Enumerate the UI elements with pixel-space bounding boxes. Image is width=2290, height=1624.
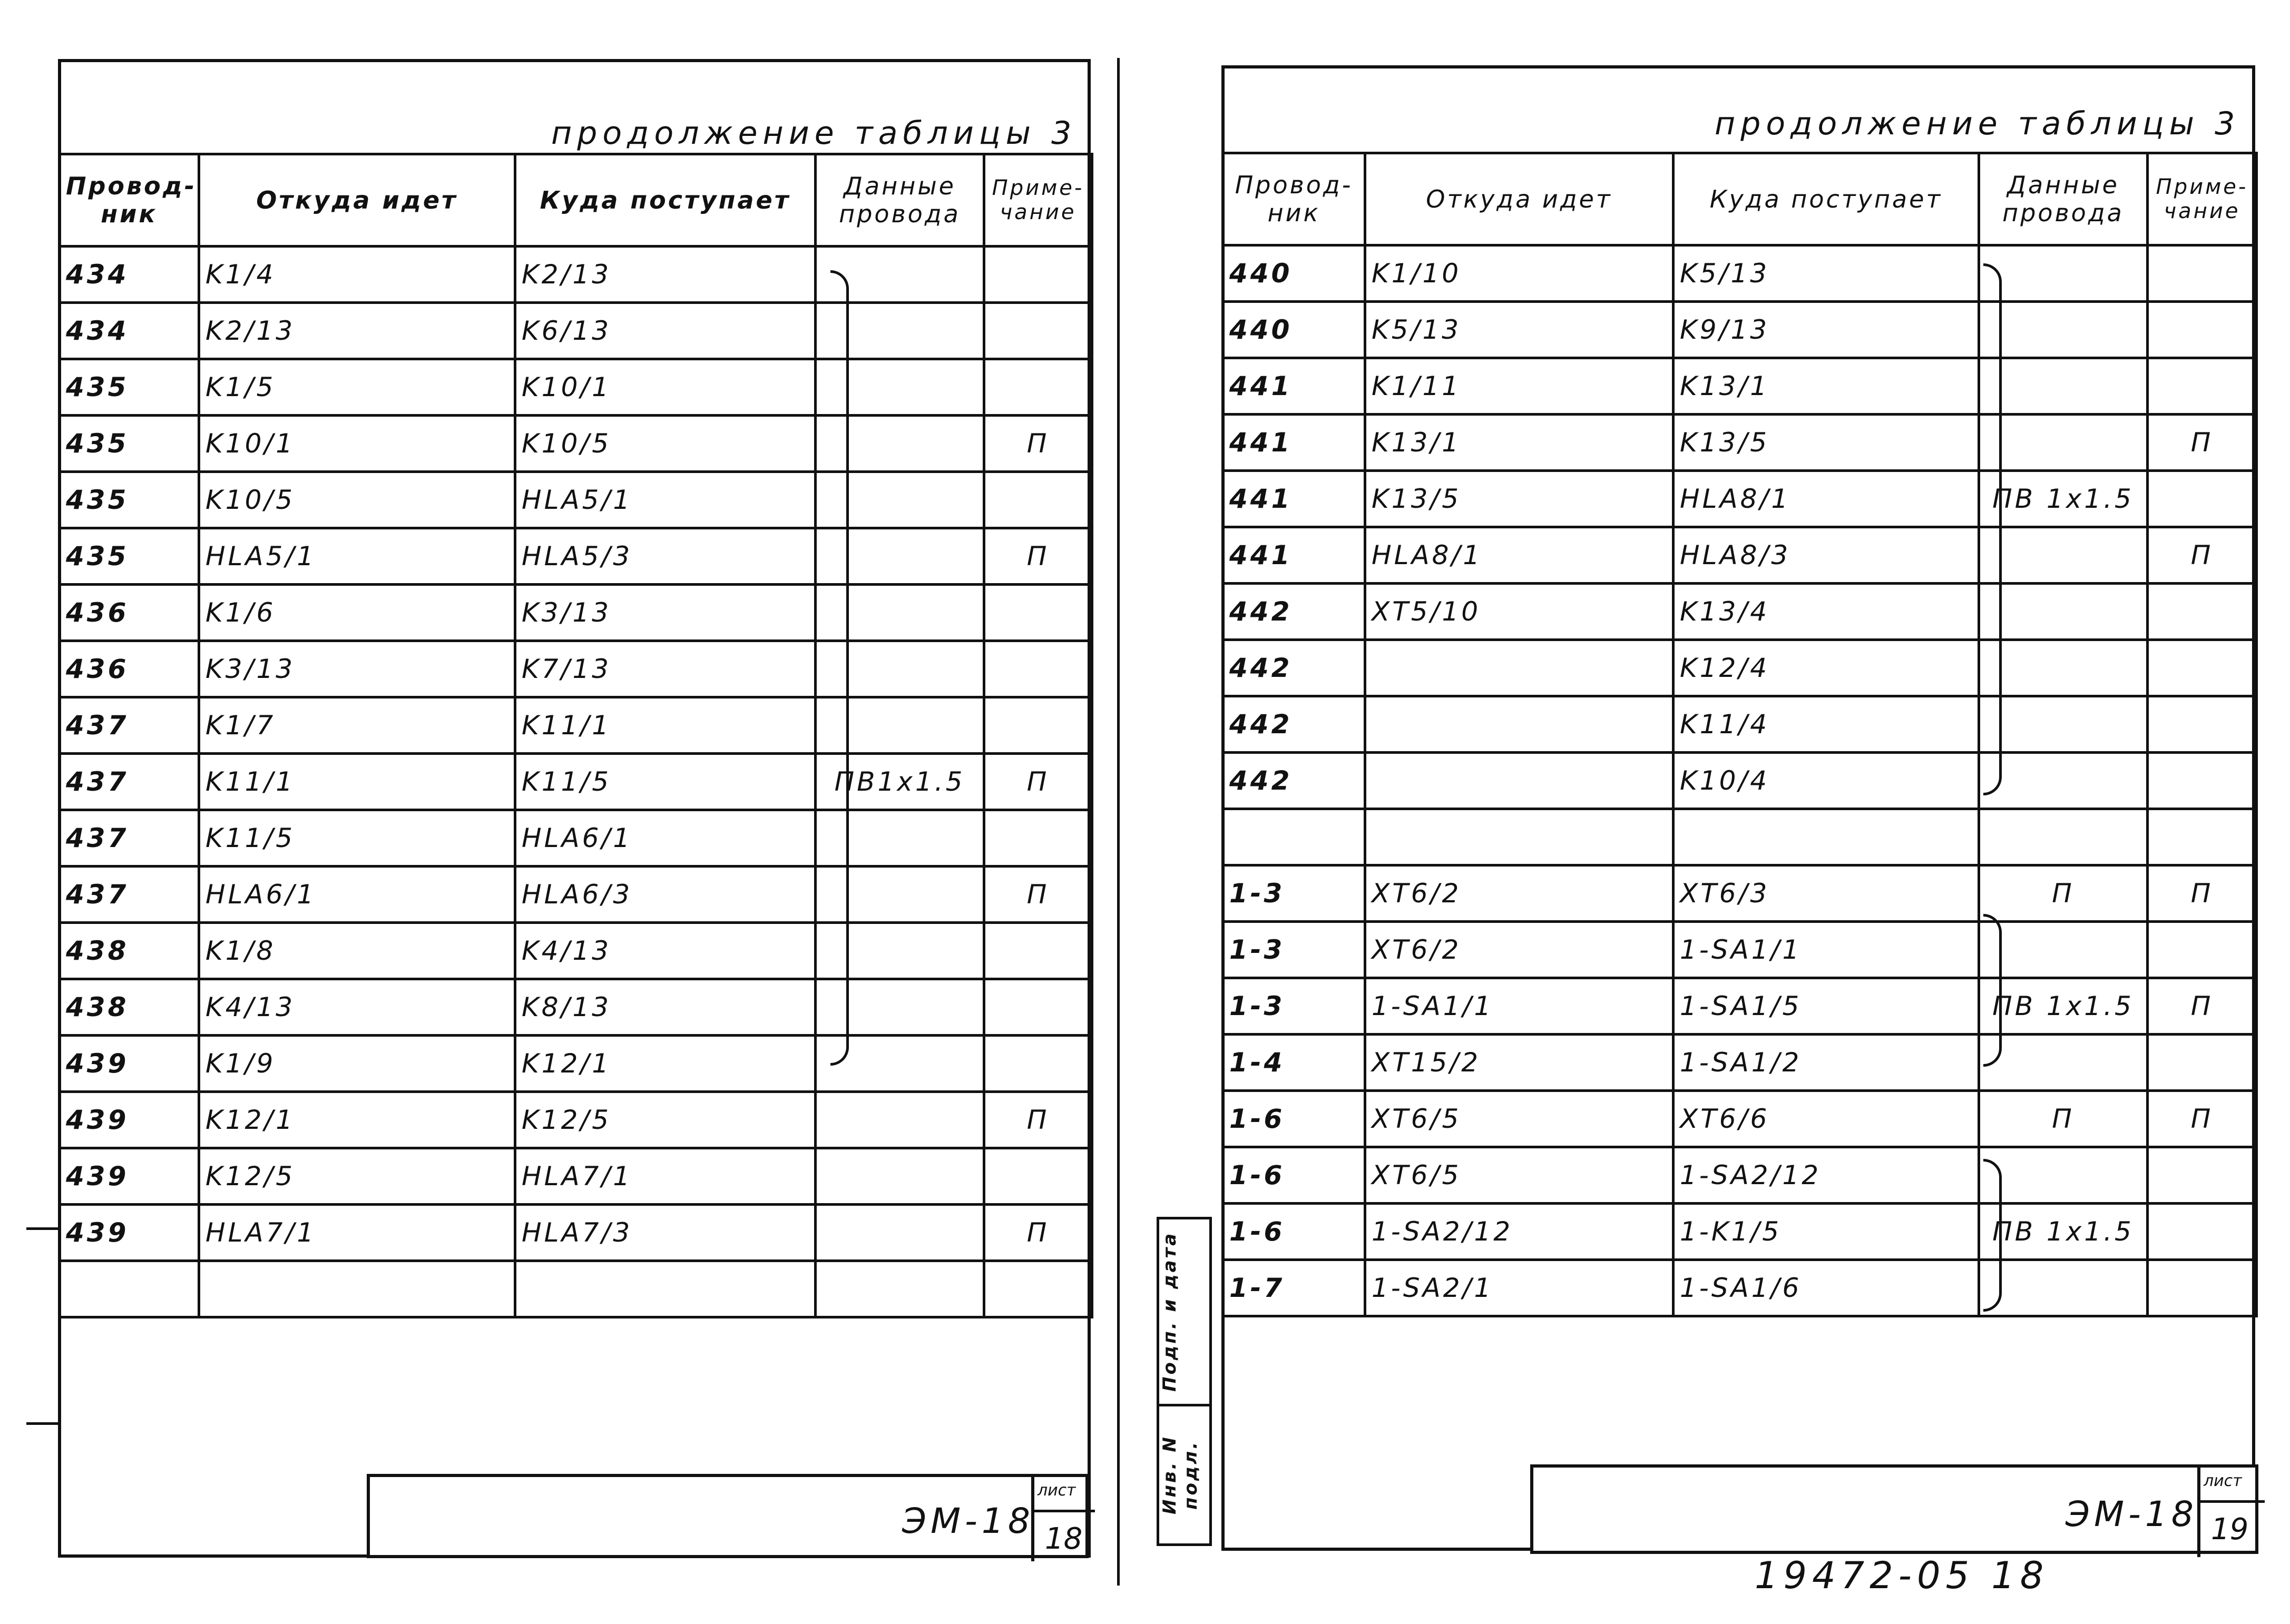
data-cell	[1979, 640, 2148, 696]
table-row	[1223, 471, 2257, 527]
to-cell: HLA6/1	[515, 810, 816, 867]
sheet-label: лист	[1038, 1481, 1076, 1500]
wire-cell	[60, 1261, 199, 1317]
grouping-brace	[1983, 914, 2002, 1067]
from-cell: HLA8/1	[1365, 527, 1674, 584]
table-row	[60, 528, 1092, 585]
data-cell: ПВ 1х1.5	[1979, 978, 2148, 1035]
grouping-brace	[1983, 263, 2002, 795]
table-row	[60, 416, 1092, 472]
table-row	[60, 1092, 1092, 1148]
table-row	[1223, 1204, 2257, 1260]
data-cell	[816, 1261, 984, 1317]
wire-cell: 1-3	[1223, 978, 1365, 1035]
note-cell	[984, 697, 1092, 754]
from-cell: K13/5	[1365, 471, 1674, 527]
note-cell: П	[984, 754, 1092, 810]
table-row	[1223, 978, 2257, 1035]
header-to: Куда поступает	[515, 154, 816, 247]
data-cell	[1979, 809, 2148, 865]
from-cell: XT15/2	[1365, 1035, 1674, 1091]
table-row	[1223, 922, 2257, 978]
note-cell: П	[2148, 1091, 2257, 1147]
inventory-number-box: Инв. N подл.	[1157, 1404, 1212, 1546]
data-cell: ПВ 1х1.5	[1979, 471, 2148, 527]
wire-table	[58, 153, 1093, 1318]
note-cell	[2148, 1035, 2257, 1091]
wire-cell: 439	[60, 1205, 199, 1261]
table-row	[1223, 302, 2257, 358]
wire-cell: 440	[1223, 302, 1365, 358]
to-cell: XT6/6	[1674, 1091, 1979, 1147]
archive-number: 19472-05 18	[1755, 1554, 2049, 1597]
to-cell: K8/13	[515, 979, 816, 1036]
table-row	[60, 585, 1092, 641]
page-divider	[1117, 58, 1120, 1586]
from-cell: XT6/2	[1365, 865, 1674, 922]
wire-cell: 434	[60, 247, 199, 303]
from-cell: K10/5	[199, 472, 515, 528]
table-row	[1223, 753, 2257, 809]
note-cell: П	[984, 528, 1092, 585]
note-cell: П	[2148, 527, 2257, 584]
table-row	[60, 754, 1092, 810]
data-cell	[1979, 245, 2148, 302]
wire-table	[1221, 152, 2258, 1317]
note-cell: П	[2148, 978, 2257, 1035]
note-cell	[2148, 696, 2257, 753]
note-cell	[2148, 809, 2257, 865]
from-cell	[1365, 753, 1674, 809]
note-cell	[2148, 584, 2257, 640]
note-cell	[984, 472, 1092, 528]
to-cell: K3/13	[515, 585, 816, 641]
table-row	[60, 810, 1092, 867]
table-row	[1223, 584, 2257, 640]
to-cell: 1-K1/5	[1674, 1204, 1979, 1260]
note-cell	[2148, 1147, 2257, 1204]
data-cell	[816, 1092, 984, 1148]
to-cell: K10/1	[515, 359, 816, 416]
note-cell	[2148, 302, 2257, 358]
to-cell: XT6/3	[1674, 865, 1979, 922]
from-cell: 1-SA2/12	[1365, 1204, 1674, 1260]
table-row	[60, 1205, 1092, 1261]
table-row	[1223, 640, 2257, 696]
note-cell: П	[984, 416, 1092, 472]
wire-cell: 438	[60, 979, 199, 1036]
to-cell: K10/4	[1674, 753, 1979, 809]
data-cell	[1979, 584, 2148, 640]
table-row	[1223, 527, 2257, 584]
table-row	[60, 697, 1092, 754]
table-row	[1223, 1091, 2257, 1147]
to-cell: K11/1	[515, 697, 816, 754]
data-cell	[1979, 358, 2148, 415]
from-cell: K1/4	[199, 247, 515, 303]
to-cell: HLA8/3	[1674, 527, 1979, 584]
note-cell	[984, 641, 1092, 697]
data-cell	[1979, 922, 2148, 978]
to-cell: HLA5/3	[515, 528, 816, 585]
table-header-row	[1223, 153, 2257, 245]
header-wire: Провод-ник	[1223, 153, 1365, 245]
wire-cell: 437	[60, 754, 199, 810]
from-cell: HLA5/1	[199, 528, 515, 585]
table-row	[60, 1148, 1092, 1205]
to-cell: K9/13	[1674, 302, 1979, 358]
note-cell	[984, 923, 1092, 979]
to-cell: K6/13	[515, 303, 816, 359]
from-cell: K11/1	[199, 754, 515, 810]
note-cell: П	[984, 1092, 1092, 1148]
to-cell: HLA7/3	[515, 1205, 816, 1261]
note-cell	[2148, 245, 2257, 302]
data-cell	[1979, 1035, 2148, 1091]
table-row	[60, 979, 1092, 1036]
from-cell	[1365, 640, 1674, 696]
from-cell: K1/10	[1365, 245, 1674, 302]
wire-cell: 1-3	[1223, 922, 1365, 978]
note-cell	[984, 1148, 1092, 1205]
note-cell	[2148, 1260, 2257, 1316]
note-cell	[984, 810, 1092, 867]
wire-cell: 437	[60, 810, 199, 867]
header-from: Откуда идет	[199, 154, 515, 247]
wire-cell: 437	[60, 697, 199, 754]
to-cell: K4/13	[515, 923, 816, 979]
wire-cell: 435	[60, 416, 199, 472]
sheet-box	[1031, 1477, 1092, 1561]
from-cell: K1/7	[199, 697, 515, 754]
header-from: Откуда идет	[1365, 153, 1674, 245]
to-cell: K11/4	[1674, 696, 1979, 753]
table-row	[60, 641, 1092, 697]
table-row	[1223, 358, 2257, 415]
data-cell	[1979, 696, 2148, 753]
data-cell	[1979, 415, 2148, 471]
header-data: Данные провода	[1979, 153, 2148, 245]
data-cell	[1979, 302, 2148, 358]
from-cell: K1/11	[1365, 358, 1674, 415]
from-cell	[1365, 809, 1674, 865]
from-cell: 1-SA1/1	[1365, 978, 1674, 1035]
table-row	[1223, 865, 2257, 922]
from-cell: XT6/5	[1365, 1147, 1674, 1204]
to-cell: K5/13	[1674, 245, 1979, 302]
wire-cell	[1223, 809, 1365, 865]
header-data: Данные провода	[816, 154, 984, 247]
wire-cell: 1-6	[1223, 1147, 1365, 1204]
to-cell: K7/13	[515, 641, 816, 697]
from-cell: K13/1	[1365, 415, 1674, 471]
data-cell: ПВ 1х1.5	[1979, 1204, 2148, 1260]
wire-cell: 442	[1223, 584, 1365, 640]
to-cell: K2/13	[515, 247, 816, 303]
table-row	[60, 923, 1092, 979]
from-cell	[199, 1261, 515, 1317]
wire-cell: 442	[1223, 753, 1365, 809]
table-row	[60, 247, 1092, 303]
to-cell: HLA8/1	[1674, 471, 1979, 527]
from-cell	[1365, 696, 1674, 753]
margin-tick	[26, 1227, 58, 1230]
from-cell: XT6/2	[1365, 922, 1674, 978]
from-cell: XT5/10	[1365, 584, 1674, 640]
from-cell: HLA6/1	[199, 867, 515, 923]
note-cell	[984, 979, 1092, 1036]
to-cell: K12/4	[1674, 640, 1979, 696]
to-cell: HLA6/3	[515, 867, 816, 923]
wire-cell: 436	[60, 641, 199, 697]
continuation-title: продолжение таблицы 3	[551, 115, 1077, 152]
sheet-number: 18	[1045, 1522, 1083, 1556]
table-row	[1223, 1147, 2257, 1204]
grouping-brace	[830, 270, 849, 1066]
to-cell: HLA5/1	[515, 472, 816, 528]
from-cell: K5/13	[1365, 302, 1674, 358]
from-cell: K4/13	[199, 979, 515, 1036]
grouping-brace	[1983, 1159, 2002, 1312]
header-note: Приме-чание	[984, 154, 1092, 247]
to-cell: 1-SA1/5	[1674, 978, 1979, 1035]
data-cell: ПВ1х1.5	[816, 754, 984, 810]
sheet-box	[2197, 1468, 2262, 1557]
table-row	[1223, 415, 2257, 471]
to-cell: K10/5	[515, 416, 816, 472]
table-row	[60, 867, 1092, 923]
to-cell: 1-SA1/6	[1674, 1260, 1979, 1316]
data-cell	[1979, 1147, 2148, 1204]
note-cell: П	[2148, 865, 2257, 922]
table-row	[60, 359, 1092, 416]
wire-cell: 435	[60, 472, 199, 528]
to-cell: K13/1	[1674, 358, 1979, 415]
margin-tick	[26, 1422, 58, 1425]
wire-cell: 1-7	[1223, 1260, 1365, 1316]
table-row	[60, 303, 1092, 359]
header-note: Приме-чание	[2148, 153, 2257, 245]
note-cell	[2148, 922, 2257, 978]
wire-cell: 434	[60, 303, 199, 359]
note-cell	[984, 303, 1092, 359]
wire-cell: 439	[60, 1092, 199, 1148]
sheet-label: лист	[2204, 1472, 2242, 1490]
wire-cell: 441	[1223, 415, 1365, 471]
header-wire: Провод-ник	[60, 154, 199, 247]
from-cell: K1/9	[199, 1036, 515, 1092]
from-cell: K3/13	[199, 641, 515, 697]
wire-cell: 436	[60, 585, 199, 641]
wire-cell: 441	[1223, 471, 1365, 527]
to-cell: K11/5	[515, 754, 816, 810]
title-block	[367, 1474, 1089, 1558]
data-cell	[816, 1205, 984, 1261]
wire-cell: 438	[60, 923, 199, 979]
note-cell	[984, 1261, 1092, 1317]
table-header-row	[60, 154, 1092, 247]
note-cell	[2148, 358, 2257, 415]
wire-cell: 441	[1223, 527, 1365, 584]
data-cell	[1979, 1260, 2148, 1316]
note-cell	[984, 585, 1092, 641]
wire-cell: 1-6	[1223, 1091, 1365, 1147]
from-cell: XT6/5	[1365, 1091, 1674, 1147]
from-cell: K2/13	[199, 303, 515, 359]
note-cell	[2148, 1204, 2257, 1260]
title-block	[1530, 1464, 2258, 1554]
wire-cell: 442	[1223, 640, 1365, 696]
to-cell: 1-SA1/1	[1674, 922, 1979, 978]
table-row	[1223, 1260, 2257, 1316]
table-row	[60, 472, 1092, 528]
data-cell: П	[1979, 865, 2148, 922]
data-cell	[816, 1148, 984, 1205]
table-row	[60, 1261, 1092, 1317]
from-cell: K10/1	[199, 416, 515, 472]
data-cell	[1979, 753, 2148, 809]
table-row	[1223, 809, 2257, 865]
continuation-title: продолжение таблицы 3	[1715, 105, 2240, 142]
from-cell: K1/8	[199, 923, 515, 979]
note-cell: П	[2148, 415, 2257, 471]
note-cell	[2148, 471, 2257, 527]
to-cell: K13/4	[1674, 584, 1979, 640]
table-row	[1223, 245, 2257, 302]
wire-cell: 439	[60, 1036, 199, 1092]
table-row	[1223, 1035, 2257, 1091]
wire-cell: 435	[60, 528, 199, 585]
wire-cell: 439	[60, 1148, 199, 1205]
from-cell: K1/5	[199, 359, 515, 416]
wire-cell: 441	[1223, 358, 1365, 415]
from-cell: 1-SA2/1	[1365, 1260, 1674, 1316]
wire-cell: 437	[60, 867, 199, 923]
note-cell	[2148, 753, 2257, 809]
to-cell	[515, 1261, 816, 1317]
to-cell: HLA7/1	[515, 1148, 816, 1205]
to-cell: K13/5	[1674, 415, 1979, 471]
signature-date-box: Подп. и дата	[1157, 1217, 1212, 1406]
from-cell: K1/6	[199, 585, 515, 641]
note-cell	[984, 247, 1092, 303]
from-cell: K12/5	[199, 1148, 515, 1205]
note-cell	[984, 1036, 1092, 1092]
from-cell: HLA7/1	[199, 1205, 515, 1261]
to-cell: K12/5	[515, 1092, 816, 1148]
to-cell: 1-SA2/12	[1674, 1147, 1979, 1204]
from-cell: K12/1	[199, 1092, 515, 1148]
wire-cell: 442	[1223, 696, 1365, 753]
header-to: Куда поступает	[1674, 153, 1979, 245]
wire-cell: 1-6	[1223, 1204, 1365, 1260]
wire-cell: 1-4	[1223, 1035, 1365, 1091]
to-cell: K12/1	[515, 1036, 816, 1092]
note-cell	[2148, 640, 2257, 696]
table-row	[60, 1036, 1092, 1092]
sheet-number: 19	[2211, 1512, 2249, 1547]
table-row	[1223, 696, 2257, 753]
data-cell: П	[1979, 1091, 2148, 1147]
to-cell	[1674, 809, 1979, 865]
document-code: ЭМ-18	[902, 1501, 1034, 1541]
note-cell: П	[984, 1205, 1092, 1261]
note-cell: П	[984, 867, 1092, 923]
note-cell	[984, 359, 1092, 416]
right-sheet	[1221, 65, 2255, 1551]
wire-cell: 1-3	[1223, 865, 1365, 922]
data-cell	[1979, 527, 2148, 584]
left-sheet	[58, 59, 1091, 1558]
from-cell: K11/5	[199, 810, 515, 867]
to-cell: 1-SA1/2	[1674, 1035, 1979, 1091]
wire-cell: 435	[60, 359, 199, 416]
wire-cell: 440	[1223, 245, 1365, 302]
document-code: ЭМ-18	[2066, 1494, 2198, 1534]
